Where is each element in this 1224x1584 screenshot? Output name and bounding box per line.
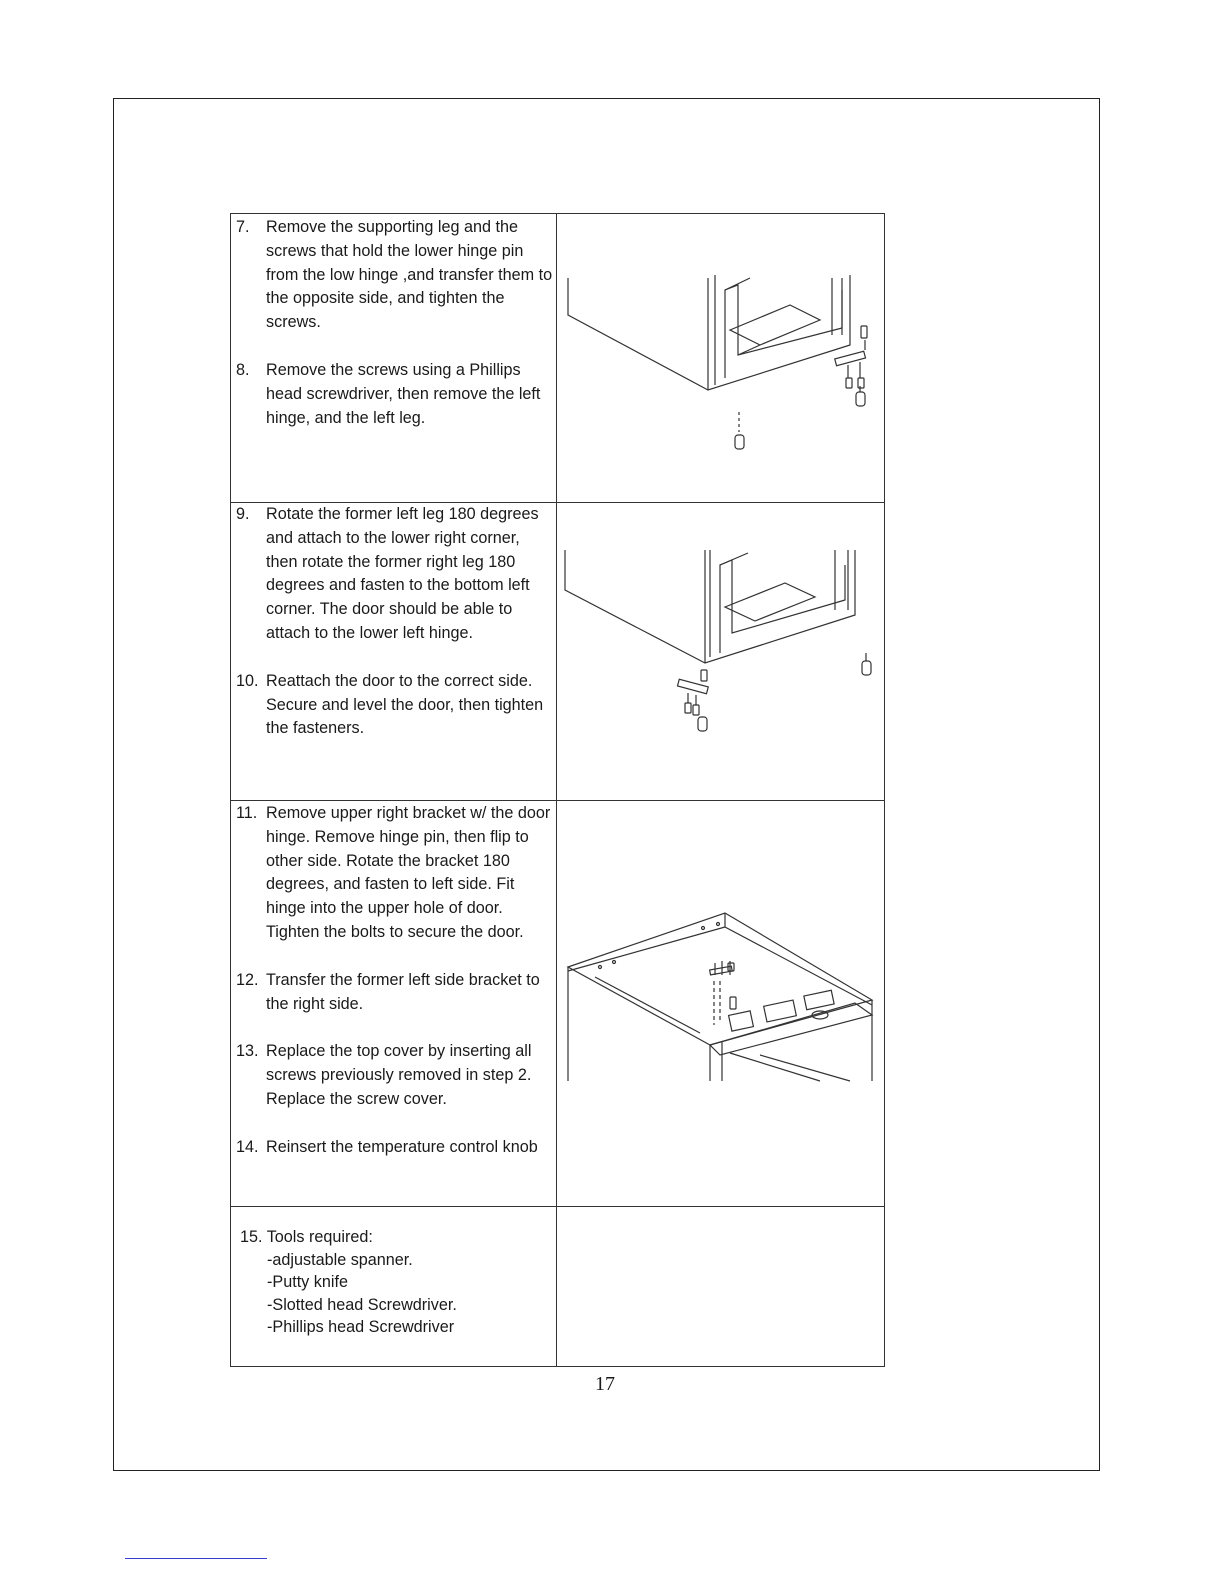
steps-11-14 — [236, 802, 554, 1160]
fridge-bottom-left-hinge-illustration — [560, 545, 880, 745]
step-text: Remove the supporting leg and the screws that hold the lower hinge pin from the low hinge ,and transfer them to the opposite side, and tighten the screws. — [266, 218, 553, 332]
step-number: 10. — [236, 671, 259, 690]
step-number: 13. — [236, 1042, 259, 1061]
step-text: Remove upper right bracket w/ the door hinge. Remove hinge pin, then flip to other side. Rotate the bracket 180 degrees, and fasten to left side. Fit hinge into the upper hole of door. Tighten the bolts to secure the door. — [266, 804, 551, 941]
step-number: 7. — [236, 218, 250, 236]
step-8 — [236, 359, 554, 430]
step-text: Reinsert the temperature control knob — [266, 1137, 538, 1156]
step-number: 12. — [236, 970, 259, 989]
step-7 — [236, 216, 554, 335]
tool-item: -Slotted head Screwdriver. — [267, 1295, 457, 1314]
tool-item: -adjustable spanner. — [267, 1250, 413, 1269]
step-text: Replace the top cover by inserting all screws previously removed in step 2. Replace the screw cover. — [266, 1042, 532, 1108]
steps-7-8 — [236, 216, 554, 430]
row-divider — [230, 1206, 885, 1207]
steps-9-10 — [236, 503, 554, 741]
tools-heading: 15. Tools required: — [240, 1228, 373, 1246]
column-divider — [556, 213, 557, 1367]
step-text: Remove the screws using a Phillips head screwdriver, then remove the left hinge, and the left leg. — [266, 360, 541, 427]
step-number: 8. — [236, 360, 250, 379]
row-divider — [230, 800, 885, 801]
step-text: Transfer the former left side bracket to the right side. — [266, 970, 540, 1013]
tools-required — [240, 1226, 457, 1339]
fridge-top-hinge-illustration — [560, 905, 880, 1085]
step-number: 14. — [236, 1137, 259, 1156]
page-number: 17 — [595, 1373, 615, 1395]
step-text: Reattach the door to the correct side. Secure and level the door, then tighten the fasteners. — [266, 671, 544, 738]
step-text: Rotate the former left leg 180 degrees and attach to the lower right corner, then rotate the former right leg 180 degrees and fasten to the bottom left corner. The door should be able to attach to the lower left hinge. — [266, 505, 539, 642]
step-9 — [236, 503, 554, 646]
step-12 — [236, 969, 554, 1017]
step-13 — [236, 1040, 554, 1111]
step-14 — [236, 1136, 554, 1160]
footnote-rule — [125, 1558, 267, 1559]
tool-item: -Phillips head Screwdriver — [267, 1318, 455, 1336]
step-number: 9. — [236, 505, 250, 523]
tool-item: -Putty knife — [267, 1273, 348, 1291]
step-10 — [236, 670, 554, 741]
step-11 — [236, 802, 554, 945]
fridge-bottom-hinge-illustration — [560, 260, 880, 460]
step-number: 11. — [236, 804, 258, 822]
